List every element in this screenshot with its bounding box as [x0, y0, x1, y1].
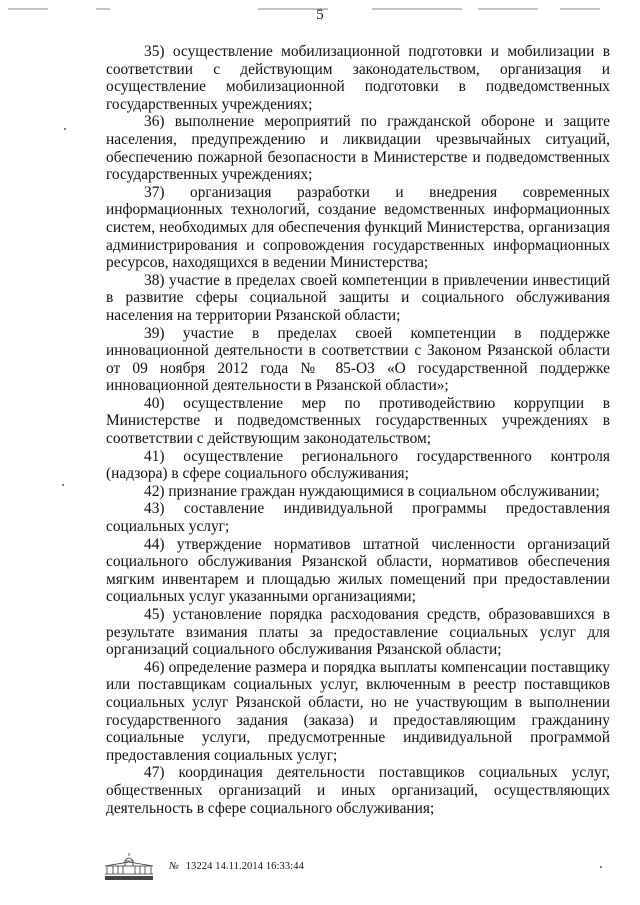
list-item: 41) осуществление регионального государственного контроля (надзора) в сфере социального обслуживания; — [106, 447, 610, 483]
scan-speck — [62, 484, 64, 486]
list-item: 46) определение размера и порядка выплаты компенсации поставщику или поставщикам социальных услуг, включенным в реестр поставщиков социальных услуг Рязанской области, но не участвующим в выполнении государственного задания (заказа) и предоставляющим гражданину социальные услуги, предусмотренные индивидуальной программой предоставления социальных услуг; — [106, 658, 610, 764]
list-item: 35) осуществление мобилизационной подготовки и мобилизации в соответствии с действующим законодательством, организация и осуществление мобилизационной подготовки в подведомственных государственных учреждениях; — [106, 43, 610, 113]
list-item: 36) выполнение мероприятий по гражданской обороне и защите населения, предупреждению и ликвидации чрезвычайных ситуаций, обеспечению пожарной безопасности в Министерстве и подведомственных государственных учреждениях; — [106, 113, 610, 184]
list-item: 40) осуществление мер по противодействию коррупции в Министерстве и подведомственных государственных учреждениях в соответствии с действующим законодательством; — [106, 394, 610, 448]
list-item: 39) участие в пределах своей компетенции в поддержке инновационной деятельности в соответствии с Законом Рязанской области от 09 ноября 2012 года № 85-ОЗ «О государственной поддержке инновационной деятельности в Рязанской области»; — [106, 324, 610, 395]
document-footer — [103, 852, 304, 882]
list-item: 47) координация деятельности поставщиков социальных услуг, общественных организаций и иных организаций, осуществляющих деятельность в сфере социального обслуживания; — [106, 764, 610, 817]
scan-speck — [600, 866, 602, 868]
document-body — [106, 43, 610, 817]
list-item: 42) признание граждан нуждающимися в социальном обслуживании; — [144, 482, 600, 500]
page-number: 5 — [316, 7, 324, 23]
registration-stamp — [169, 861, 304, 873]
number-sign: № — [169, 861, 180, 872]
list-item: 37) организация разработки и внедрения современных информационных технологий, создание ведомственных информационных систем, необходимых для обеспечения функций Министерства, организация администрирования и сопровождения государственных информационных ресурсов, находящихся в ведении Министерства; — [106, 183, 610, 272]
list-item: 43) составление индивидуальной программы предоставления социальных услуг; — [106, 500, 610, 536]
document-id: 13224 — [185, 861, 213, 872]
list-item: 38) участие в пределах своей компетенции в привлечении инвестиций в развитие сферы социальной защиты и социального обслуживания населения на территории Рязанской области; — [106, 271, 610, 324]
stamp-datetime: 14.11.2014 16:33:44 — [215, 861, 304, 872]
list-item: 45) установление порядка расходования средств, образовавшихся в результате взимания платы за предоставление социальных услуг для организаций социального обслуживания Рязанской области; — [106, 606, 610, 659]
scan-speck — [64, 128, 66, 130]
government-building-logo-icon — [103, 852, 155, 882]
list-item: 44) утверждение нормативов штатной численности организаций социального обслуживания Рязанской области, нормативов обеспечения мягким инвентарем и площадью жилых помещений при предоставлении социальных услуг указанными организациями; — [106, 535, 610, 606]
